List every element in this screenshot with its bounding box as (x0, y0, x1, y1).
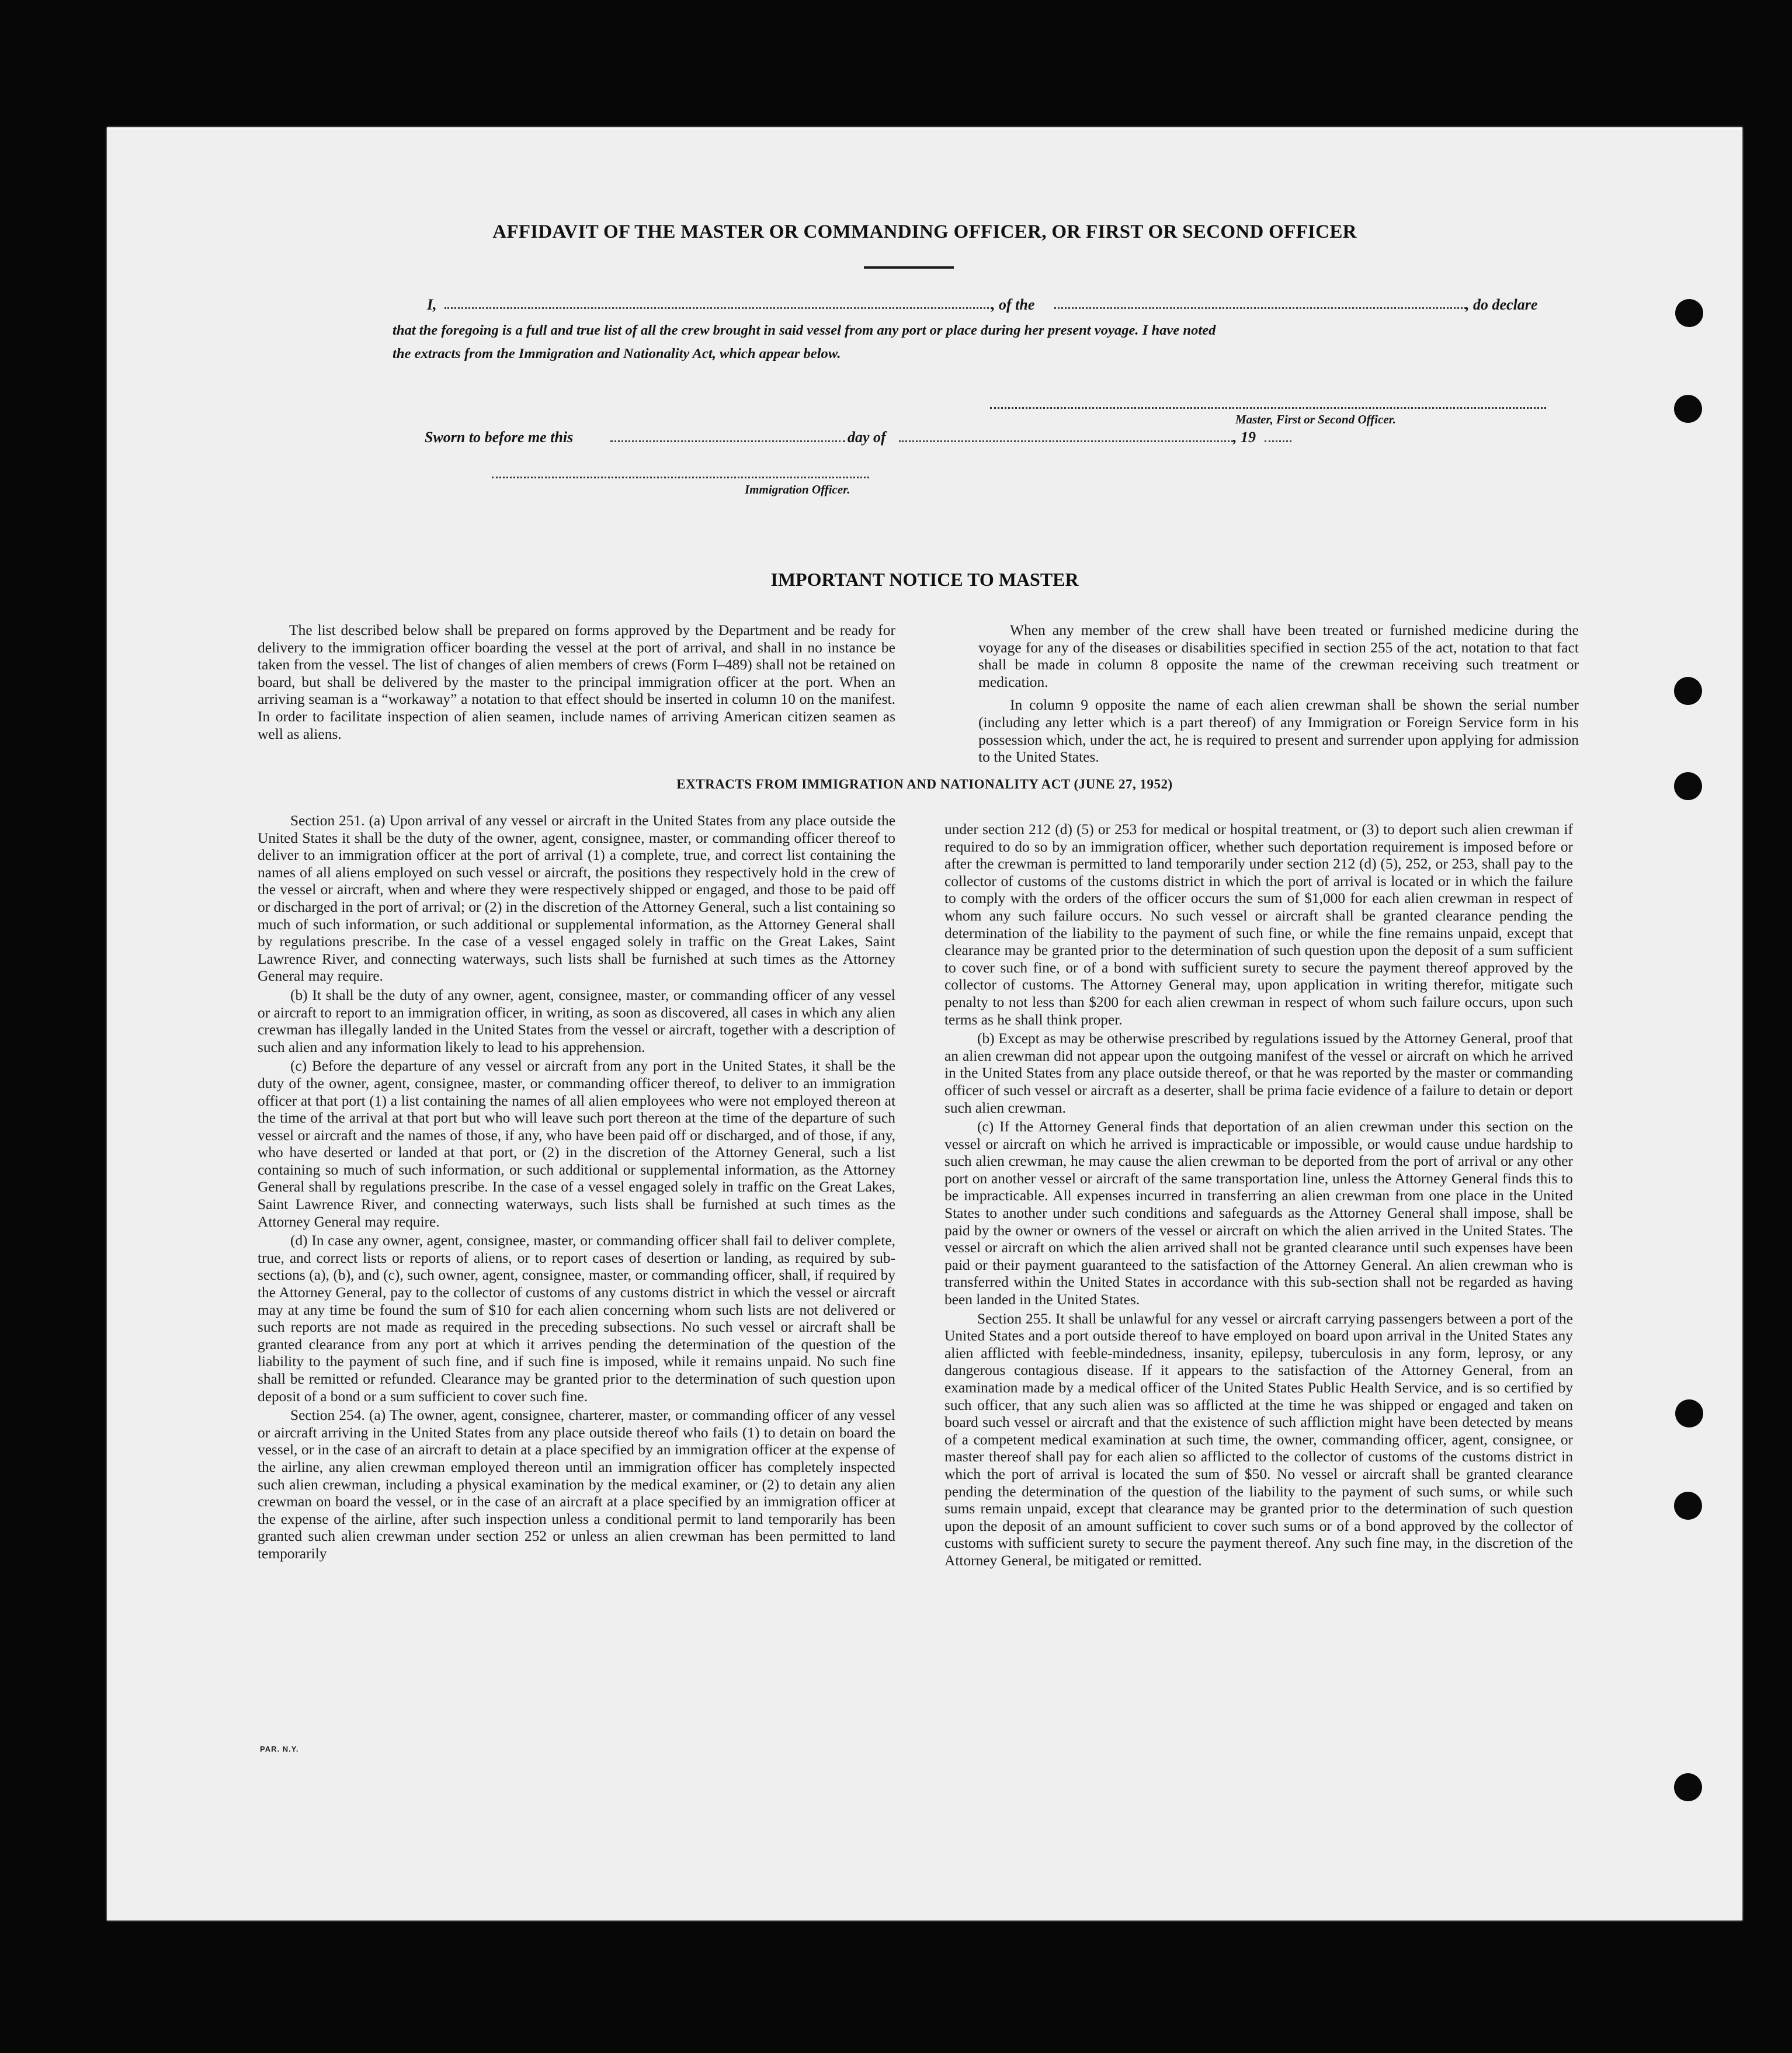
sworn-day-field[interactable] (610, 440, 845, 442)
notice-right-column (978, 621, 1579, 772)
punch-hole-5 (1675, 1399, 1703, 1427)
punch-hole-2 (1674, 395, 1702, 423)
master-signature-line[interactable] (990, 407, 1546, 409)
section-251-b: (b) It shall be the duty of any owner, agent, consignee, master, or commanding officer of any vessel or aircraft to report to an immigration officer, in writing, as soon as discovered, all cases in which any alien crewman has illegally landed in the United States from the vessel or aircraft, together with a description of such alien and any information likely to lead to his apprehension. (258, 986, 895, 1055)
affiant-name-field[interactable] (444, 307, 992, 309)
sworn-year-field[interactable] (1265, 440, 1291, 442)
section-255: Section 255. It shall be unlawful for any vessel or aircraft carrying passengers between a port of the United States and a port outside thereof to have employed on board upon arrival in the United States any alien afflicted with feeble-mindedness, insanity, epilepsy, tuberculosis in any form, leprosy, or any dangerous contagious disease. If it appears to the satisfaction of the Attorney General, from an examination made by a medical officer of the United States Public Health Service, and is so certified by such officer, that any such alien was so afflicted at the time he was shipped or engaged and taken on board such vessel or aircraft and that the existence of such affliction might have been detected by means of a competent medical examination at such time, the owner, commanding officer, agent, consignee, or master thereof shall pay for each alien so afflicted to the collector of customs of the customs district in which the port of arrival is located the sum of $50. No vessel or aircraft shall be granted clearance pending the determination of the question of the liability to the payment of such sums, or while such sums remain unpaid, except that clearance may be granted prior to the determination of such question upon the deposit of an amount sufficient to cover such sums or of a bond approved by the collector of customs with sufficient surety to secure the payment thereof. Any such fine may, in the discretion of the Attorney General, be mitigated or remitted. (944, 1310, 1573, 1569)
extracts-right-column (944, 821, 1573, 1572)
print-code: PAR. N.Y. (260, 1745, 299, 1753)
affidavit-statement-line-2: the extracts from the Immigration and Nationality Act, which appear below. (393, 346, 841, 362)
section-254-a-continued: under section 212 (d) (5) or 253 for medical or hospital treatment, or (3) to deport such alien crewman if required to do so by an immigration officer, whether such deportation requirement is imposed before or after the crewman is permitted to land temporarily under section 212 (d) (5), 252, or 253, shall pay to the collector of customs of the customs district in which the port of arrival is located or in which the failure to comply with the orders of the officer occurs the sum of $1,000 for each alien crewman in respect of whom any such failure occurs. No such vessel or aircraft shall be granted clearance pending the determination of the liability to the payment of such fine, or while the fine remains unpaid, except that clearance may be granted prior to the determination of such question upon the deposit of a sum sufficient to cover such fine, or of a bond with sufficient surety to secure the payment thereof approved by the collector of customs. The Attorney General may, upon application in writing therefor, mitigate such penalty to not less than $200 for each alien crewman in respect of whom such failure occurs, upon such terms as he shall think proper. (944, 821, 1573, 1028)
sworn-label: Sworn to before me this (425, 429, 574, 446)
punch-hole-1 (1675, 299, 1703, 327)
notice-left-column (258, 621, 895, 748)
section-251-a: Section 251. (a) Upon arrival of any vessel or aircraft in the United States from any place outside the United States it shall be the duty of the owner, agent, consignee, master, or commanding officer thereof to deliver to an immigration officer at the port of arrival (1) a complete, true, and correct list containing the names of all aliens employed on such vessel or aircraft, the positions they respectively hold in the crew of the vessel or aircraft, when and where they were respectively shipped or engaged, and those to be paid off or discharged in the port of arrival; or (2) in the discretion of the Attorney General, such a list containing so much of such information, or such additional or supplemental information, as the Attorney General shall by regulations prescribe. In the case of a vessel engaged solely in traffic on the Great Lakes, Saint Lawrence River, and connecting waterways, such lists shall be furnished at such times as the Attorney General may require. (258, 812, 895, 985)
affidavit-i-label: I, (427, 296, 437, 313)
notice-right-paragraph-2: In column 9 opposite the name of each alien crewman shall be shown the serial number (including any letter which is a part thereof) of any Immigration or Foreign Service form in his possession which, under the act, he is required to present and surrender upon applying for admission to the United States. (978, 696, 1579, 766)
section-251-d: (d) In case any owner, agent, consignee, master, or commanding officer shall fail to deliver complete, true, and correct lists or reports of aliens, or to report cases of desertion or landing, as required by sub-sections (a), (b), and (c), such owner, agent, consignee, master, or commanding officer, shall, if required by the Attorney General, pay to the collector of customs of any customs district in which the vessel or aircraft may at any time be found the sum of $10 for each alien concerning whom such lists are not delivered or such reports are not made as required in the preceding subsections. No such vessel or aircraft shall be granted clearance from any port at which it arrives pending the determination of the question of the liability to the payment of such fine, and if such fine is imposed, while it remains unpaid. No such fine shall be remitted or refunded. Clearance may be granted prior to the determination of such question upon deposit of a bond or a sum sufficient to cover such fine. (258, 1232, 895, 1405)
punch-hole-4 (1674, 772, 1702, 800)
section-254-a: Section 254. (a) The owner, agent, consignee, charterer, master, or commanding officer of any vessel or aircraft arriving in the United States from any place outside thereof who fails (1) to detain on board the vessel, or in the case of an aircraft to detain at a place specified by an immigration officer at the expense of the airline, any alien crewman employed thereon until an immigration officer has completely inspected such alien crewman, including a physical examination by the medical examiner, or (2) to detain any alien crewman on board the vessel, or in the case of an aircraft at a place specified by an immigration officer at the expense of the airline, after such inspection unless a conditional permit to land temporarily has been granted such alien crewman under section 252 or unless an alien crewman has been permitted to land temporarily (258, 1407, 895, 1562)
sworn-month-field[interactable] (899, 440, 1233, 442)
affidavit-statement-line-1: that the foregoing is a full and true list of all the crew brought in said vessel from any port or place during her present voyage. I have noted (393, 322, 1216, 338)
affidavit-title: AFFIDAVIT OF THE MASTER OR COMMANDING OFFICER, OR FIRST OR SECOND OFFICER (492, 221, 1357, 242)
master-caption: Master, First or Second Officer. (1235, 412, 1396, 426)
extracts-left-column (258, 812, 895, 1565)
document-page (107, 127, 1742, 1920)
punch-hole-3 (1674, 677, 1702, 705)
section-254-c: (c) If the Attorney General finds that deportation of an alien crewman under this section on the vessel or aircraft on which he arrived is impracticable or impossible, or would cause undue hardship to such alien crewman, he may cause the alien crewman to be deported from the port of arrival or any other port on another vessel or aircraft of the same transportation line, unless the Attorney General finds this to be impracticable. All expenses incurred in transferring an alien crewman from one place in the United States to another under such conditions and safeguards as the Attorney General shall impose, shall be paid by the owner or owners of the vessel or aircraft on which the alien arrived in the United States. The vessel or aircraft on which the alien arrived shall not be granted clearance until such expenses have been paid or their payment guaranteed to the satisfaction of the Attorney General. An alien crewman who is transferred within the United States in accordance with this sub-section shall not be regarded as having been landed in the United States. (944, 1118, 1573, 1308)
section-254-b: (b) Except as may be otherwise prescribed by regulations issued by the Attorney General, proof that an alien crewman did not appear upon the outgoing manifest of the vessel or aircraft on which he arrived in the United States from any place outside thereof, or that he was reported by the master or commanding officer of such vessel or aircraft as a deserter, shall be prima facie evidence of a failure to detain or deport such alien crewman. (944, 1030, 1573, 1116)
section-251-c: (c) Before the departure of any vessel or aircraft from any port in the United States, it shall be the duty of the owner, agent, consignee, master, or commanding officer thereof, to deliver to an immigration officer at that port (1) a list containing the names of all alien employees who were not employed thereon at the time of the arrival at that port but who will leave such port thereon at the time of the departure of such vessel or aircraft and the names of those, if any, who have been paid off or discharged, and of those, if any, who have deserted or landed at that port, or (2) in the discretion of the Attorney General, such a list containing so much of such information, or such additional or supplemental information, as the Attorney General shall by regulations prescribe. In the case of a vessel engaged solely in traffic on the Great Lakes, Saint Lawrence River, and connecting waterways, such lists shall be furnished at such times as the Attorney General may require. (258, 1058, 895, 1230)
punch-hole-6 (1674, 1492, 1702, 1520)
notice-left-paragraph: The list described below shall be prepared on forms approved by the Department and be ready for delivery to the immigration officer boarding the vessel at the port of arrival, and shall in no instance be taken from the vessel. The list of changes of alien members of crews (Form I–489) shall not be retained on board, but shall be delivered by the master to the principal immigration officer at the port. When an arriving seaman is a “workaway” a notation to that effect should be inserted in column 10 on the manifest. In order to facilitate inspection of alien seamen, include names of arriving American citizen seamen as well as aliens. (258, 621, 895, 742)
affidavit-of-the-label: , of the (991, 296, 1035, 313)
punch-hole-7 (1674, 1773, 1702, 1801)
officer-signature-line[interactable] (492, 477, 869, 478)
extracts-title: EXTRACTS FROM IMMIGRATION AND NATIONALITY ACT (JUNE 27, 1952) (676, 777, 1173, 791)
affidavit-title-rule (864, 266, 954, 269)
day-of-label: day of (848, 429, 886, 446)
affidavit-declare-label: , do declare (1465, 296, 1538, 313)
notice-title: IMPORTANT NOTICE TO MASTER (770, 569, 1079, 590)
vessel-name-field[interactable] (1054, 307, 1466, 309)
year-label: , 19 (1233, 429, 1256, 446)
officer-caption: Immigration Officer. (745, 482, 850, 496)
notice-right-paragraph-1: When any member of the crew shall have been treated or furnished medicine during the voyage for any of the diseases or disabilities specified in section 255 of the act, notation to that fact shall be made in column 8 opposite the name of the crewman receiving such treatment or medication. (978, 621, 1579, 690)
